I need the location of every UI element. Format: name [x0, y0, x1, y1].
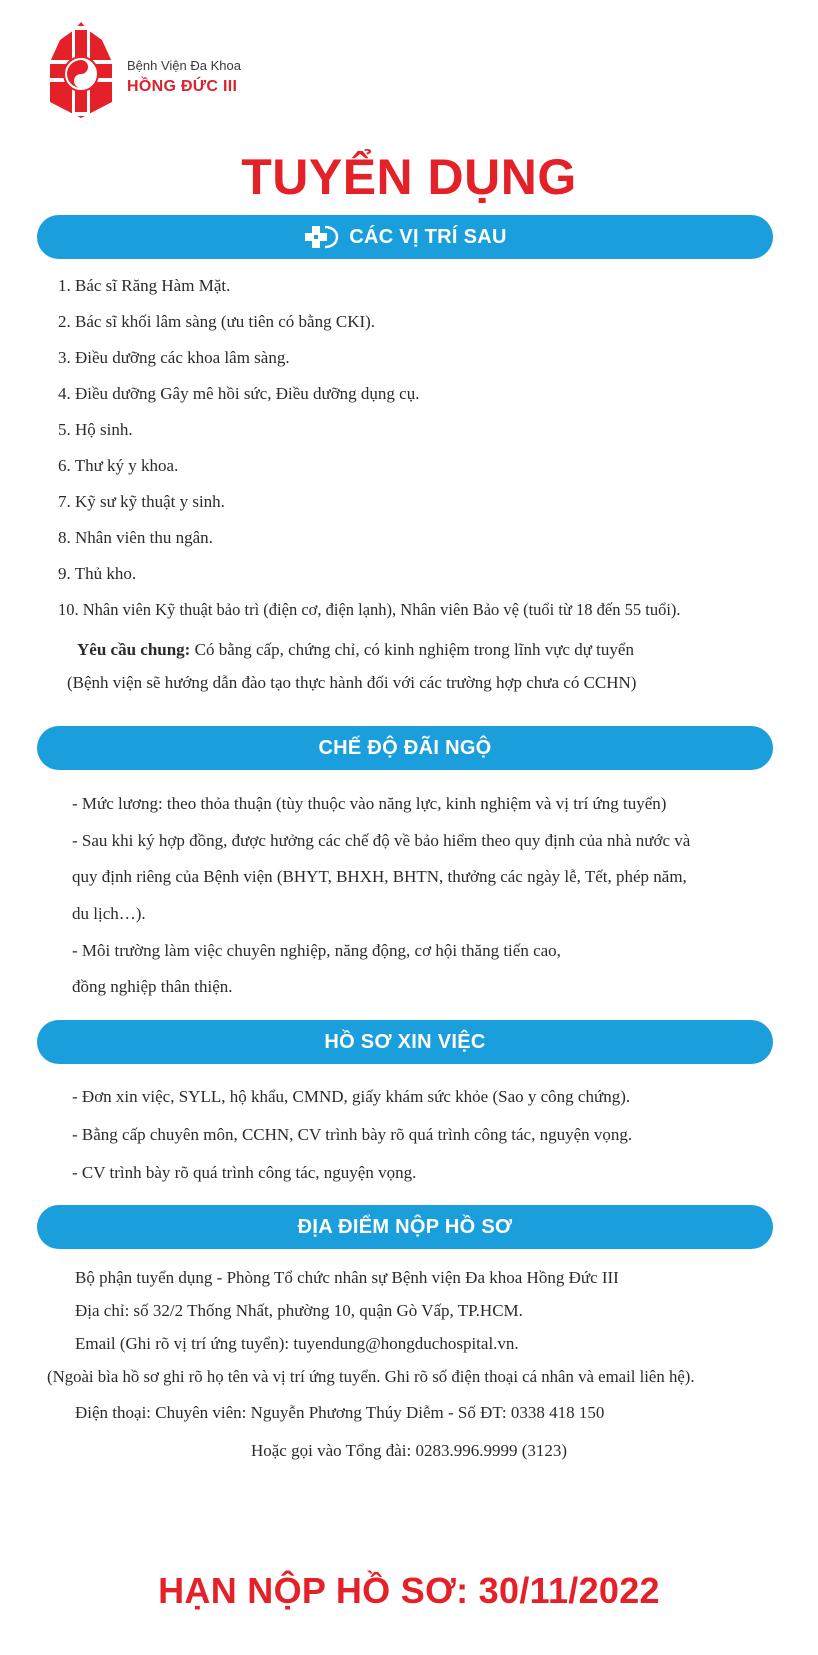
benefits-banner: [37, 726, 773, 770]
documents-heading: HỒ SƠ XIN VIỆC: [324, 1030, 486, 1053]
requirement-note: (Bệnh viện sẽ hướng dẫn đào tạo thực hành đối với các trường hợp chưa có CCHN): [67, 673, 637, 692]
hospital-logo-icon: [44, 22, 118, 118]
hospital-name-line2: HỒNG ĐỨC III: [127, 78, 238, 95]
page-title: TUYỂN DỤNG: [241, 149, 577, 205]
location-line: Điện thoại: Chuyên viên: Nguyễn Phương Thúy Diễm - Số ĐT: 0338 418 150: [75, 1403, 605, 1422]
positions-heading: CÁC VỊ TRÍ SAU: [349, 225, 507, 248]
list-item: 3. Điều dưỡng các khoa lâm sàng.: [58, 348, 290, 367]
location-line: Email (Ghi rõ vị trí ứng tuyển): tuyendung@hongduchospital.vn.: [75, 1334, 519, 1353]
document-line: - CV trình bày rõ quá trình công tác, nguyện vọng.: [72, 1163, 417, 1182]
list-item: 4. Điều dưỡng Gây mê hồi sức, Điều dưỡng dụng cụ.: [58, 384, 420, 403]
list-item-text: Nhân viên Kỹ thuật bảo trì (điện cơ, điện lạnh), Nhân viên Bảo vệ (tuổi từ 18 đến 55 tuổi).: [82, 600, 681, 619]
list-item-number: 10.: [58, 600, 79, 619]
list-item: 9. Thủ kho.: [58, 564, 137, 583]
location-line: Bộ phận tuyển dụng - Phòng Tổ chức nhân sự Bệnh viện Đa khoa Hồng Đức III: [75, 1268, 619, 1287]
medical-cross-icon: [303, 224, 339, 250]
requirement-line: [77, 640, 634, 660]
positions-banner: [37, 215, 773, 259]
list-item: 7. Kỹ sư kỹ thuật y sinh.: [58, 492, 225, 511]
benefit-line: đồng nghiệp thân thiện.: [72, 977, 233, 996]
list-item: 1. Bác sĩ Răng Hàm Mặt.: [58, 276, 231, 295]
documents-banner: [37, 1020, 773, 1064]
benefit-line: - Sau khi ký hợp đồng, được hưởng các chế độ về bảo hiểm theo quy định của nhà nước và: [72, 831, 691, 850]
deadline: HẠN NỘP HỒ SƠ: 30/11/2022: [158, 1570, 660, 1611]
benefit-line: - Môi trường làm việc chuyên nghiệp, năng động, cơ hội thăng tiến cao,: [72, 941, 561, 960]
benefits-heading: CHẾ ĐỘ ĐÃI NGỘ: [318, 736, 492, 759]
hospital-name-line1: Bệnh Viện Đa Khoa: [127, 58, 241, 73]
benefit-line: quy định riêng của Bệnh viện (BHYT, BHXH, BHTN, thưởng các ngày lễ, Tết, phép năm,: [72, 867, 687, 886]
location-heading: ĐỊA ĐIỂM NỘP HỒ SƠ: [297, 1215, 513, 1238]
requirement-label: Yêu cầu chung:: [77, 640, 191, 659]
location-line: Hoặc gọi vào Tổng đài: 0283.996.9999 (3123): [250, 1441, 568, 1460]
document-line: - Bằng cấp chuyên môn, CCHN, CV trình bày rõ quá trình công tác, nguyện vọng.: [72, 1125, 633, 1144]
benefit-line: - Mức lương: theo thỏa thuận (tùy thuộc vào năng lực, kinh nghiệm và vị trí ứng tuyển): [72, 794, 667, 813]
list-item: 8. Nhân viên thu ngân.: [58, 528, 213, 547]
list-item: 6. Thư ký y khoa.: [58, 456, 179, 475]
benefit-line: du lịch…).: [72, 904, 146, 923]
location-banner: [37, 1205, 773, 1249]
list-item: 5. Hộ sinh.: [58, 420, 133, 439]
list-item: [58, 600, 681, 620]
requirement-text: Có bằng cấp, chứng chỉ, có kinh nghiệm trong lĩnh vực dự tuyển: [190, 640, 634, 659]
list-item: 2. Bác sĩ khối lâm sàng (ưu tiên có bằng CKI).: [58, 312, 376, 331]
document-line: - Đơn xin việc, SYLL, hộ khẩu, CMND, giấy khám sức khỏe (Sao y công chứng).: [72, 1087, 631, 1106]
location-line: (Ngoài bìa hồ sơ ghi rõ họ tên và vị trí ứng tuyển. Ghi rõ số điện thoại cá nhân và email liên hệ).: [47, 1367, 695, 1386]
location-line: Địa chỉ: số 32/2 Thống Nhất, phường 10, quận Gò Vấp, TP.HCM.: [75, 1301, 523, 1320]
